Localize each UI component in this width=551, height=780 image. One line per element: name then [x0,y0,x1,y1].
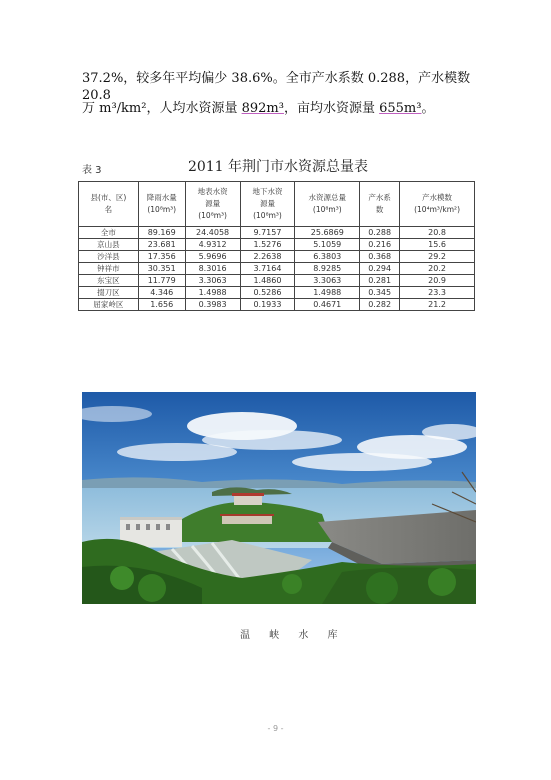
table-body [79,227,475,311]
table-cell: 8.3016 [185,263,240,275]
paragraph-line-1: 37.2%，较多年平均偏少 38.6%。全市产水系数 0.288，产水模数 20.8 [82,71,471,103]
table-cell: 3.7164 [240,263,295,275]
county-name-cell: 全市 [79,227,139,239]
table-cell: 24.4058 [185,227,240,239]
table-row [79,251,475,263]
table-cell: 21.2 [400,299,475,311]
table-cell: 29.2 [400,251,475,263]
table-row [79,263,475,275]
table-cell: 1.4860 [240,275,295,287]
table-cell: 8.9285 [295,263,360,275]
table-header-cell: 县(市、区) 名 [79,182,139,227]
table-cell: 20.9 [400,275,475,287]
line2-suffix: 。 [421,101,435,116]
table-caption [82,156,474,176]
page-number: - 9 - [267,724,284,733]
table-cell: 25.6869 [295,227,360,239]
reservoir-illustration [82,392,476,604]
table-cell: 11.779 [138,275,185,287]
table-cell: 0.5286 [240,287,295,299]
table-row [79,227,475,239]
table-header-row [79,182,475,227]
table-cell: 1.4988 [295,287,360,299]
table-header-cell: 降雨水量 (10⁸m³) [138,182,185,227]
county-name-cell: 东宝区 [79,275,139,287]
table-cell: 0.368 [360,251,400,263]
table-cell: 0.281 [360,275,400,287]
table-cell: 9.7157 [240,227,295,239]
reservoir-photo [82,392,476,604]
table-cell: 5.1059 [295,239,360,251]
line2-mid: ，亩均水资源量 [283,101,380,116]
table-header-cell: 产水系 数 [360,182,400,227]
table-row [79,275,475,287]
table-cell: 15.6 [400,239,475,251]
table-cell: 4.9312 [185,239,240,251]
table-cell: 3.3063 [185,275,240,287]
county-name-cell: 钟祥市 [79,263,139,275]
table-cell: 1.4988 [185,287,240,299]
table-row [79,287,475,299]
table-cell: 0.294 [360,263,400,275]
county-name-cell: 沙洋县 [79,251,139,263]
table-cell: 6.3803 [295,251,360,263]
paragraph-line-2 [82,100,482,117]
water-resources-table [78,181,475,311]
table-cell: 1.656 [138,299,185,311]
table-label: 表 3 [82,165,102,176]
table-cell: 3.3063 [295,275,360,287]
table-cell: 0.4671 [295,299,360,311]
table-cell: 20.2 [400,263,475,275]
table-header-cell: 地表水资 源量 (10⁸m³) [185,182,240,227]
table-cell: 0.1933 [240,299,295,311]
county-name-cell: 京山县 [79,239,139,251]
table-cell: 5.9696 [185,251,240,263]
table-header-cell: 地下水资 源量 (10⁸m³) [240,182,295,227]
table-cell: 17.356 [138,251,185,263]
table-cell: 23.3 [400,287,475,299]
table-cell: 23.681 [138,239,185,251]
table-cell: 0.288 [360,227,400,239]
table-cell: 20.8 [400,227,475,239]
table-header-cell: 水资源总量 (10⁸m³) [295,182,360,227]
line2-prefix: 万 m³/km²，人均水资源量 [82,101,242,116]
county-name-cell: 屈家岭区 [79,299,139,311]
table-cell: 1.5276 [240,239,295,251]
table-header-cell: 产水模数 (10⁴m³/km²) [400,182,475,227]
table-cell: 4.346 [138,287,185,299]
county-name-cell: 掇刀区 [79,287,139,299]
table-cell: 89.169 [138,227,185,239]
table-row [79,299,475,311]
table-cell: 0.216 [360,239,400,251]
per-capita-value: 892m³ [241,101,284,116]
table-cell: 0.282 [360,299,400,311]
table-cell: 0.345 [360,287,400,299]
table-cell: 30.351 [138,263,185,275]
per-mu-value: 655m³ [379,101,422,116]
table-cell: 0.3983 [185,299,240,311]
photo-caption: 温 峡 水 库 [240,630,346,641]
table-title: 2011 年荆门市水资源总量表 [187,159,369,175]
table-cell: 2.2638 [240,251,295,263]
table-row [79,239,475,251]
